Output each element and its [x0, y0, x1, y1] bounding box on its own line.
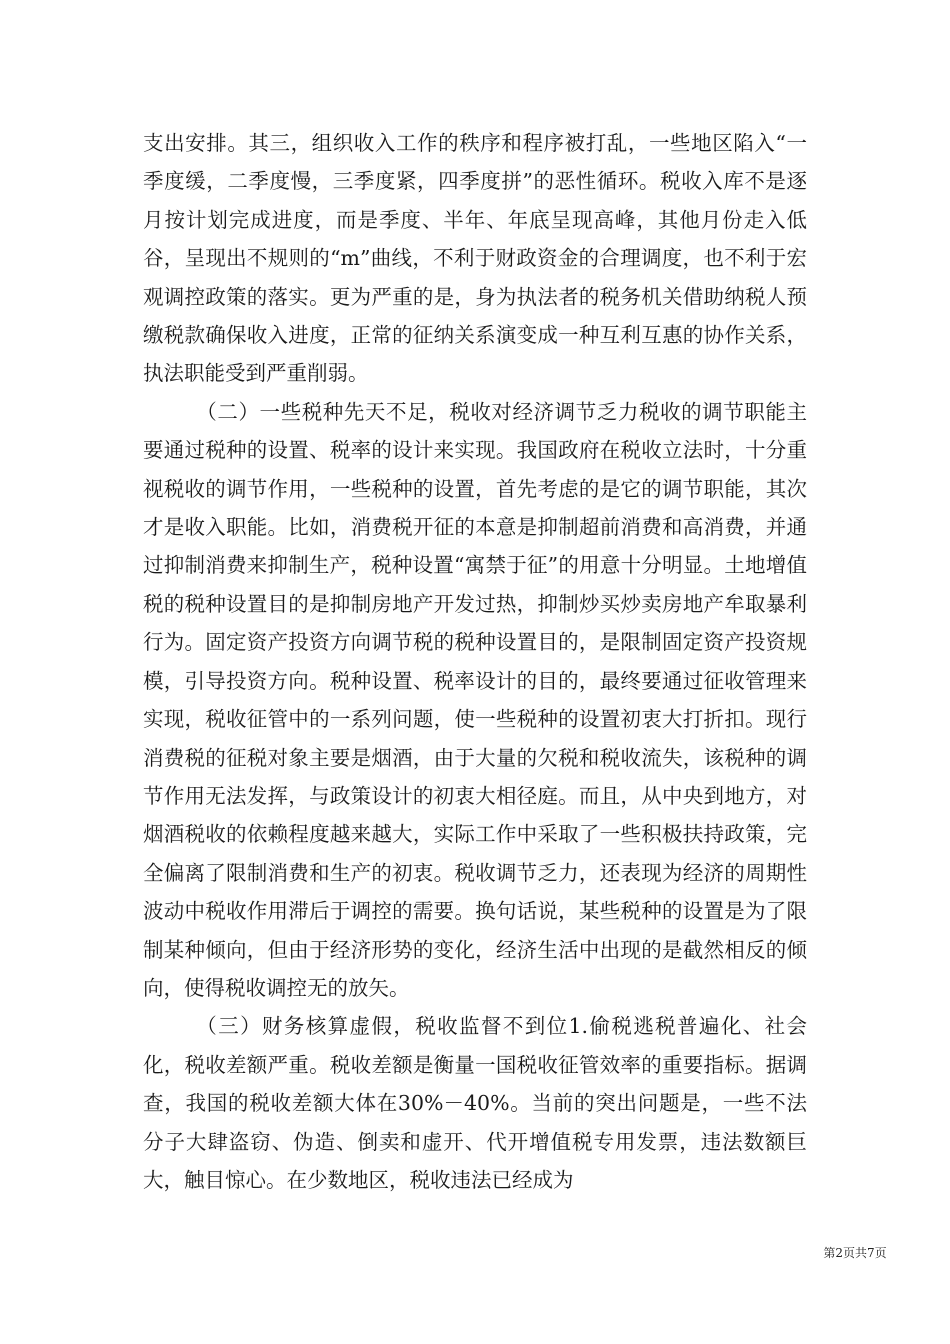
paragraph-2: （二）一些税种先天不足，税收对经济调节乏力税收的调节职能主要通过税种的设置、税率的设计来实现。我国政府在税收立法时，十分重视税收的调节作用，一些税种的设置，首先考虑的是它的调节职能，其次才是收入职能。比如，消费税开征的本意是抑制超前消费和高消费，并通过抑制消费来抑制生产，税种设置“寓禁于征”的用意十分明显。土地增值税的税种设置目的是抑制房地产开发过热，抑制炒买炒卖房地产牟取暴利行为。固定资产投资方向调节税的税种设置目的，是限制固定资产投资规模，引导投资方向。税种设置、税率设计的目的，最终要通过征收管理来实现，税收征管中的一系列问题，使一些税种的设置初衷大打折扣。现行消费税的征税对象主要是烟酒，由于大量的欠税和税收流失，该税种的调节作用无法发挥，与政策设计的初衷大相径庭。而且，从中央到地方，对烟酒税收的依赖程度越来越大，实际工作中采取了一些积极扶持政策，完全偏离了限制消费和生产的初衷。税收调节乏力，还表现为经济的周期性波动中税收作用滞后于调控的需要。换句话说，某些税种的设置是为了限制某种倾向，但由于经济形势的变化，经济生活中出现的是截然相反的倾向，使得税收调控无的放矢。	[143, 399, 807, 1000]
page-number: 第2页共7页	[823, 1246, 887, 1260]
paragraph-3: （三）财务核算虚假，税收监督不到位1.偷税逃税普遍化、社会化，税收差额严重。税收差额是衡量一国税收征管效率的重要指标。据调查，我国的税收差额大体在30%－40%。当前的突出问题是，一些不法分子大肆盗窃、伪造、倒卖和虚开、代开增值税专用发票，违法数额巨大，触目惊心。在少数地区，税收违法已经成为	[143, 1014, 807, 1192]
paragraph-1: 支出安排。其三，组织收入工作的秩序和程序被打乱，一些地区陷入“一季度缓，二季度慢，三季度紧，四季度拼”的恶性循环。税收入库不是逐月按计划完成进度，而是季度、半年、年底呈现高峰，其他月份走入低谷，呈现出不规则的“m”曲线，不利于财政资金的合理调度，也不利于宏观调控政策的落实。更为严重的是，身为执法者的税务机关借助纳税人预缴税款确保收入进度，正常的征纳关系演变成一种互利互惠的协作关系，执法职能受到严重削弱。	[143, 131, 807, 386]
document-body	[143, 124, 807, 1199]
page-footer	[0, 1244, 950, 1261]
